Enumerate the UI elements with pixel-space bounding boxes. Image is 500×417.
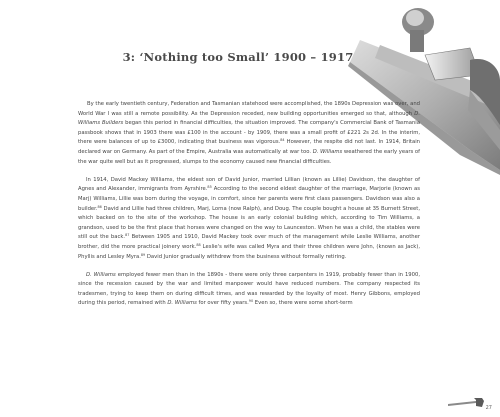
chapter-heading: 3: ‘Nothing too Small’ 1900 – 1917 — [122, 50, 354, 64]
body-text — [78, 100, 420, 318]
hammer-icon — [446, 397, 486, 409]
footnote-ref: 88 — [196, 242, 201, 247]
footnote-ref: 89 — [140, 252, 146, 257]
page-number: 27 — [485, 405, 492, 411]
footnote-ref: 86 — [97, 204, 102, 209]
footnote-ref: 85 — [207, 185, 212, 190]
footnote-ref: 84 — [280, 138, 285, 143]
paragraph-1: By the early twentieth century, Federation and Tasmanian statehood were accomplished, the 1890s Depression was over, and World War I was still a remote possibility. As the Depression receded, new building opportunities emerged so that, although D. Williams Builders began this period in financial difficulties, the situation improved. The company's Commercial Bank of Tasmania passbook shows that in 1903 there was £100 in the account - by 1909, there was a small profit of £221 2s 2d. In the interim, there were balances of up to £3000, indicating that business was vigorous.$^{84}$ However, the respite did not last. In 1914, Britain declared war on Germany. As part of the Empire, Australia was automatically at war too. D. Williams weathered the early years of the war quite well but as it progressed, slumps to the economy caused new financial difficulties. — [78, 101, 420, 165]
footnote-ref: 87 — [125, 233, 130, 238]
paragraph-2: In 1914, David Mackey Williams, the eldest son of David Junior, married Lillian (known as Lillie) Davidson, the daughter of Agnes and Alexander, immigrants from Ayrshire.$^{85}$ According to the second eldest daughter of the marriage, Marjorie (known as Marj) Williams, Lillie was born during the voyage, in comfort, since her parents were first class passengers. Davidson was also a builder.$^{86}$ David and Lillie had three children, Marj, Lorna (now Ralph), and Doug. The couple bought a house at 35 Burnett Street, which backed on to the site of the workshop. The house is an early colonial building which, according to Tim Williams, a grandson, used to be the first place that horses were changed on the way to Launceston. When he was a child, the stables were still out the back.$^{87}$ Between 1905 and 1910, David Mackey took over much of the management while Leslie Williams, another brother, did the more practical joinery work.$^{88}$ Leslie's wife was called Myra and their three children were John, (known as Jack), Phyllis and Lesley Myra.$^{89}$ David Junior gradually withdrew from the business without formally retiring. — [78, 176, 420, 260]
footnote-ref: 90 — [248, 299, 254, 304]
paragraph-3: D. Williams employed fewer men than in the 1890s - there were only three carpenters in 1919, probably fewer than in 1900, since the recession caused by the war and limited manpower would have reduced numbers. The company respected its tradesmen, trying to keep them on during difficult times, and was rewarded by the loyalty of most. Henry Gibbons, employed during this period, remained with D. Williams for over fifty years.$^{90}$ Even so, there were some short-term — [78, 271, 420, 307]
